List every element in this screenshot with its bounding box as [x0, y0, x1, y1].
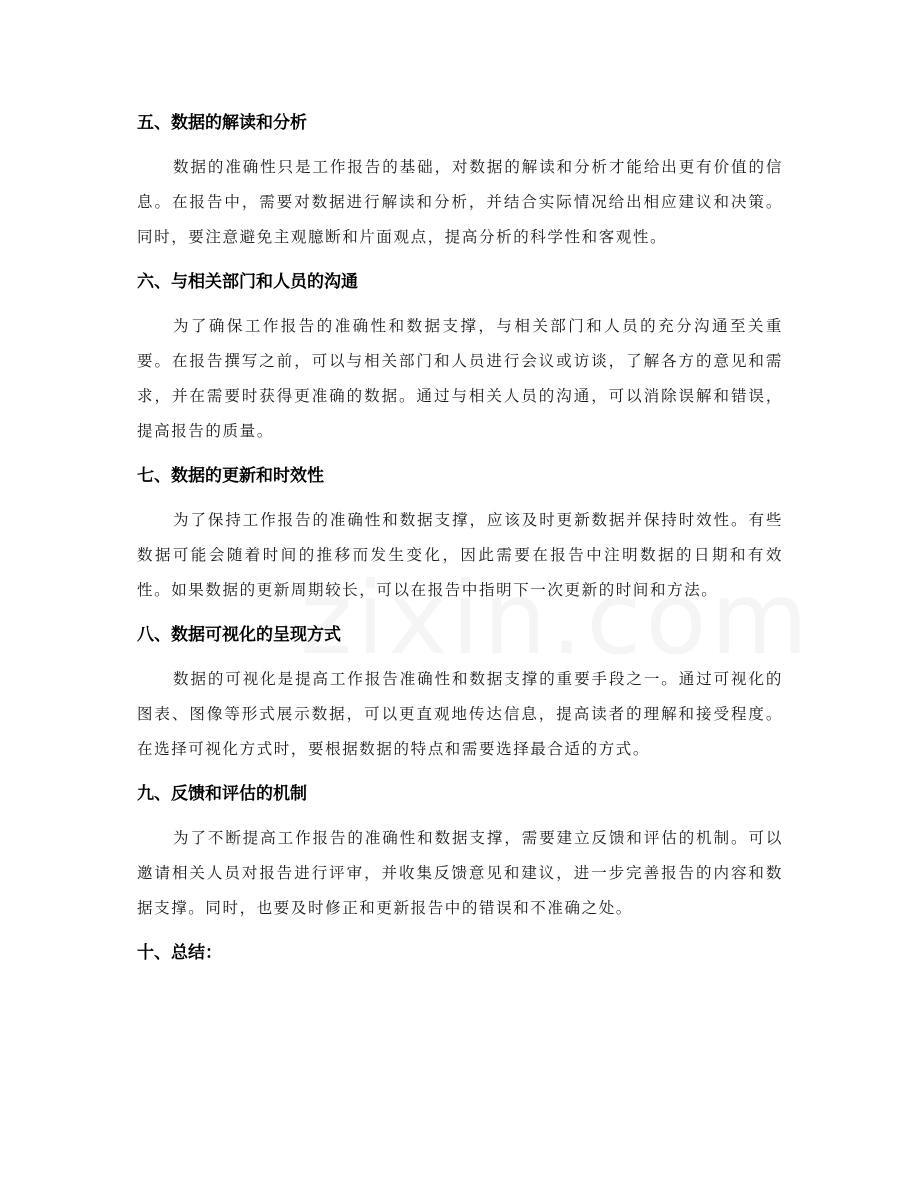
section-7: [137, 457, 783, 608]
section-title: 八、数据可视化的呈现方式: [137, 625, 341, 645]
section-10: [137, 934, 783, 972]
section-8: [137, 616, 783, 767]
document-content: [137, 104, 783, 980]
section-paragraph: 为了不断提高工作报告的准确性和数据支撑，需要建立反馈和评估的机制。可以邀请相关人员对报告进行评审，并收集反馈意见和建议，进一步完善报告的内容和数据支撑。同时，也要及时修正和更新报告中的错误和不准确之处。: [137, 829, 783, 917]
section-title: 七、数据的更新和时效性: [137, 466, 324, 486]
section-6: [137, 263, 783, 449]
section-9: [137, 775, 783, 926]
section-title: 九、反馈和评估的机制: [137, 784, 307, 804]
section-paragraph: 数据的可视化是提高工作报告准确性和数据支撑的重要手段之一。通过可视化的图表、图像等形式展示数据，可以更直观地传达信息，提高读者的理解和接受程度。在选择可视化方式时，要根据数据的特点和需要选择最合适的方式。: [137, 670, 783, 758]
section-paragraph: 为了保持工作报告的准确性和数据支撑，应该及时更新数据并保持时效性。有些数据可能会随着时间的推移而发生变化，因此需要在报告中注明数据的日期和有效性。如果数据的更新周期较长，可以在报告中指明下一次更新的时间和方法。: [137, 511, 783, 599]
section-title: 五、数据的解读和分析: [137, 113, 307, 133]
section-paragraph: 为了确保工作报告的准确性和数据支撑，与相关部门和人员的充分沟通至关重要。在报告撰写之前，可以与相关部门和人员进行会议或访谈，了解各方的意见和需求，并在需要时获得更准确的数据。通过与相关人员的沟通，可以消除误解和错误，提高报告的质量。: [137, 317, 783, 440]
section-title: 六、与相关部门和人员的沟通: [137, 272, 358, 292]
section-5: [137, 104, 783, 255]
section-title: 十、总结：: [137, 943, 222, 963]
section-paragraph: 数据的准确性只是工作报告的基础，对数据的解读和分析才能给出更有价值的信息。在报告中，需要对数据进行解读和分析，并结合实际情况给出相应建议和决策。同时，要注意避免主观臆断和片面观点，提高分析的科学性和客观性。: [137, 158, 783, 246]
